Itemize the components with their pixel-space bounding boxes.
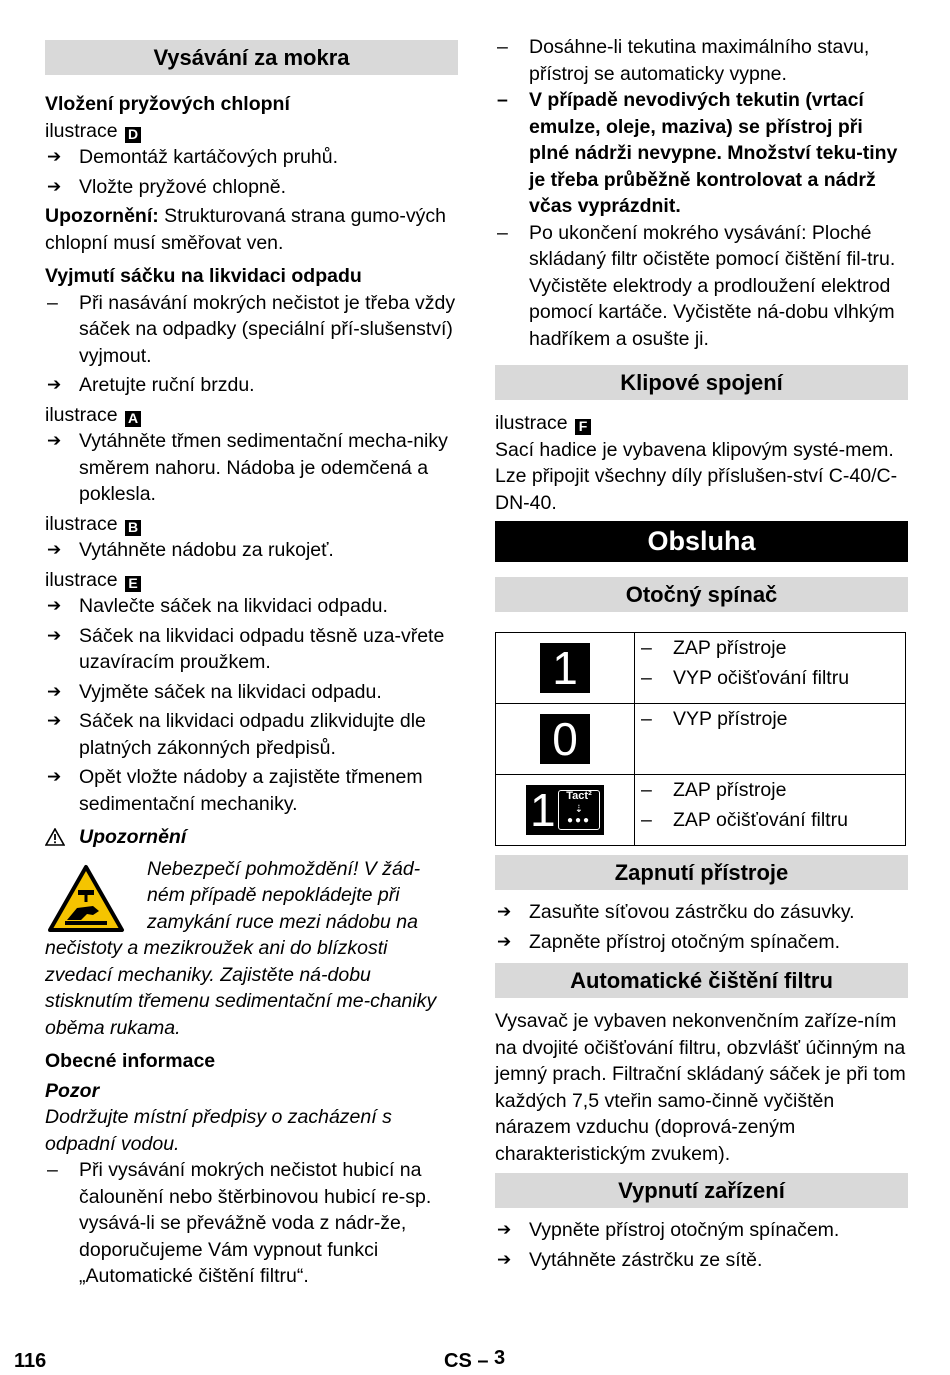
switch-desc: – ZAP přístroje bbox=[639, 635, 905, 662]
subheading-rubber-flaps: Vložení pryžových chlopní bbox=[45, 93, 290, 115]
tact-box: Tact² ⇣ ●●● bbox=[558, 790, 600, 830]
switch-text-cell bbox=[635, 775, 906, 846]
figure-ref: ilustrace B bbox=[45, 511, 458, 538]
page-number: 116 bbox=[14, 1350, 47, 1372]
figure-letter-e: E bbox=[125, 576, 141, 592]
position-1-tact-icon: 1 Tact² ⇣ ●●● bbox=[526, 785, 604, 835]
step: ➔ Vytáhněte třmen sedimentační mecha-niky směrem nahoru. Nádoba je odemčená a poklesla. bbox=[45, 428, 458, 508]
subheading-general-info: Obecné informace bbox=[45, 1050, 216, 1072]
section-heading-auto-filter: Automatické čištění filtru bbox=[495, 963, 908, 998]
switch-off-steps bbox=[495, 1217, 908, 1273]
figure-ref: ilustrace A bbox=[45, 402, 458, 429]
language-page-label: CS – 3 bbox=[444, 1347, 506, 1372]
dash-item: – Dosáhne-li tekutina maximálního stavu, přístroj se automaticky vypne. bbox=[495, 34, 908, 87]
right-top-list bbox=[495, 34, 908, 352]
figure-ref: ilustrace F bbox=[495, 410, 908, 437]
switch-on-steps bbox=[495, 899, 908, 955]
section-heading-switch-on: Zapnutí přístroje bbox=[495, 855, 908, 890]
switch-desc: – ZAP přístroje bbox=[639, 777, 905, 804]
warning-triangle-icon bbox=[45, 828, 65, 846]
dots-icon: ●●● bbox=[566, 815, 592, 826]
step: ➔ Sáček na likvidaci odpadu zlikvidujte dle platných zákonných předpisů. bbox=[45, 708, 458, 761]
step: ➔ Vytáhněte zástrčku ze sítě. bbox=[495, 1247, 908, 1274]
warning-block bbox=[45, 856, 458, 1042]
step: ➔ Vypněte přístroj otočným spínačem. bbox=[495, 1217, 908, 1244]
subheading-bag-removal: Vyjmutí sáčku na likvidaci odpadu bbox=[45, 265, 362, 287]
figure-letter-a: A bbox=[125, 411, 141, 427]
caution-title: Pozor bbox=[45, 1079, 100, 1102]
switch-icon-cell bbox=[496, 775, 635, 846]
figure-letter-d: D bbox=[125, 127, 141, 143]
warning-heading: Upozornění bbox=[45, 824, 458, 851]
clip-body bbox=[495, 410, 908, 516]
switch-row bbox=[496, 704, 906, 775]
section-heading-wet-vacuum: Vysávání za mokra bbox=[45, 40, 458, 75]
figure-ref: ilustrace E bbox=[45, 567, 458, 594]
caution-text: Dodržujte místní předpisy o zacházení s odpadní vodou. bbox=[45, 1106, 392, 1155]
switch-table bbox=[495, 632, 906, 846]
auto-filter-text: Vysavač je vybaven nekonvenčním zaříze-ním na dvojité očišťování filtru, obzvlášť účinným na jemný prach. Filtrační skládaný sáček je při tom každých 7,5 vteřin samo-činně vyčištěn nárazem vzduchu (doprová-zeným charakteristickým zvukem). bbox=[495, 1010, 906, 1165]
step: ➔ Navlečte sáček na likvidaci odpadu. bbox=[45, 593, 458, 620]
switch-row bbox=[496, 633, 906, 704]
switch-desc: – VYP přístroje bbox=[639, 706, 905, 733]
step: ➔ Vložte pryžové chlopně. bbox=[45, 174, 458, 201]
step: ➔ Aretujte ruční brzdu. bbox=[45, 372, 458, 399]
clip-text: Sací hadice je vybavena klipovým systé-mem. Lze připojit všechny díly příslušen-ství C-40/C-DN-40. bbox=[495, 438, 898, 514]
left-body bbox=[45, 91, 458, 1290]
dash-item: – Při vysávání mokrých nečistot hubicí na čalounění nebo štěrbinovou hubicí re-sp. vysává-li se převážně voda z nádr-že, doporučujeme Vám vypnout funkci „Automatické čištění filtru“. bbox=[45, 1157, 458, 1290]
switch-icon-cell bbox=[496, 633, 635, 704]
note-paragraph: Upozornění: Strukturovaná strana gumo-vých chlopní musí směřovat ven. bbox=[45, 205, 446, 254]
warning-text: Nebezpečí pohmoždění! V žád-ném případě nepokládejte při zamykání ruce mezi nádobu na nečistoty a mezikroužek ani do blízkosti zvedací mechaniky. Zajistěte ná-dobu stisknutím třemenu sedimentační me-chaniky oběma rukama. bbox=[45, 857, 437, 1039]
step: ➔ Zapněte přístroj otočným spínačem. bbox=[495, 929, 908, 956]
chapter-heading-operation: Obsluha bbox=[495, 521, 908, 562]
step: ➔ Vyjměte sáček na likvidaci odpadu. bbox=[45, 679, 458, 706]
step: ➔ Sáček na likvidaci odpadu těsně uza-vřete uzavíracím proužkem. bbox=[45, 623, 458, 676]
hand-crush-hazard-icon bbox=[47, 864, 125, 934]
dash-item-bold: – V případě nevodivých tekutin (vrtací emulze, oleje, maziva) se přístroj při plné nádrži nevypne. Množství teku-tiny je třeba průběžně kontrolovat a nádrž včas vyprázdnit. bbox=[495, 87, 908, 220]
switch-text-cell bbox=[635, 704, 906, 775]
section-heading-switch-off: Vypnutí zařízení bbox=[495, 1173, 908, 1208]
switch-desc: – ZAP očišťování filtru bbox=[639, 807, 905, 834]
section-heading-clip: Klipové spojení bbox=[495, 365, 908, 400]
step: ➔ Opět vložte nádoby a zajistěte třmenem sedimentační mechaniky. bbox=[45, 764, 458, 817]
step: ➔ Demontáž kartáčových pruhů. bbox=[45, 144, 458, 171]
switch-desc: – VYP očišťování filtru bbox=[639, 665, 905, 692]
switch-row bbox=[496, 775, 906, 846]
dash-item: – Po ukončení mokrého vysávání: Ploché skládaný filtr očistěte pomocí čištění fil-tru. Vyčistěte elektrody a prodloužení elektrod pomocí kartáče. Vyčistěte ná-dobu vlhkým hadříkem a osušte ji. bbox=[495, 220, 908, 353]
position-0-icon: 0 bbox=[540, 714, 590, 764]
down-arrow-icon: ⇣ bbox=[574, 804, 584, 815]
section-heading-rotary-switch: Otočný spínač bbox=[495, 577, 908, 612]
figure-letter-f: F bbox=[575, 419, 591, 435]
figure-letter-b: B bbox=[125, 520, 141, 536]
position-1-icon: 1 bbox=[540, 643, 590, 693]
switch-icon-cell bbox=[496, 704, 635, 775]
step: ➔ Vytáhněte nádobu za rukojeť. bbox=[45, 537, 458, 564]
switch-text-cell bbox=[635, 633, 906, 704]
figure-ref: ilustrace D bbox=[45, 118, 458, 145]
step: ➔ Zasuňte síťovou zástrčku do zásuvky. bbox=[495, 899, 908, 926]
dash-item: – Při nasávání mokrých nečistot je třeba vždy sáček na odpadky (speciální pří-slušenství) vyjmout. bbox=[45, 290, 458, 370]
